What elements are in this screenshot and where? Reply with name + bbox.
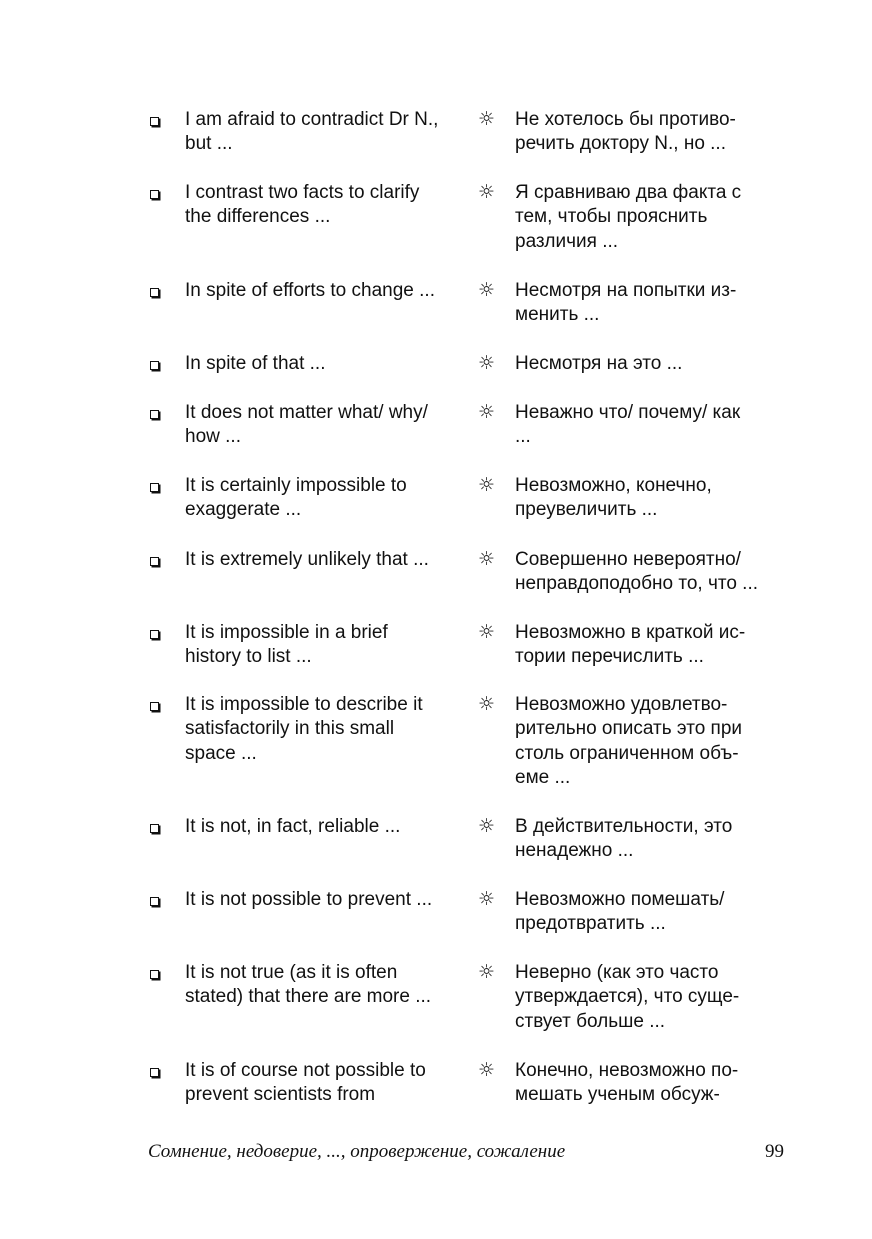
checkbox-bullet-icon [150,702,159,711]
russian-phrase: Несмотря на попытки из- менить ... [515,280,737,326]
english-phrase: I contrast two facts to clarify the differences ... [185,182,420,228]
sun-icon: ☼ [478,693,496,715]
russian-phrase: Совершенно невероятно/ неправдоподобно то, что ... [515,549,759,595]
checkbox-bullet-icon [150,483,159,492]
russian-phrase: Несмотря на это ... [515,353,683,374]
english-phrase: It is extremely unlikely that ... [185,549,429,570]
english-phrase: I am afraid to contradict Dr N., but ... [185,109,439,155]
english-phrase: In spite of efforts to change ... [185,280,435,301]
english-phrase: In spite of that ... [185,353,326,374]
english-phrase: It does not matter what/ why/ how ... [185,402,428,448]
english-phrase: It is not, in fact, reliable ... [185,816,401,837]
english-phrase: It is not possible to prevent ... [185,889,433,910]
sun-icon: ☼ [478,548,496,570]
checkbox-bullet-icon [150,557,159,566]
sun-icon: ☼ [478,621,496,643]
checkbox-bullet-icon [150,361,159,370]
sun-icon: ☼ [478,888,496,910]
english-phrase: It is of course not possible to prevent scientists from [185,1060,426,1106]
page-number: 99 [765,1141,784,1162]
sun-icon: ☼ [478,279,496,301]
english-phrase: It is certainly impossible to exaggerate ... [185,475,407,521]
sun-icon: ☼ [478,1059,496,1081]
page-footer [148,1141,788,1167]
russian-phrase: Конечно, невозможно по- мешать ученым обсуж- [515,1060,739,1106]
running-title: Сомнение, недоверие, ..., опровержение, сожаление [148,1141,566,1162]
sun-icon: ☼ [478,815,496,837]
checkbox-bullet-icon [150,630,159,639]
checkbox-bullet-icon [150,824,159,833]
sun-icon: ☼ [478,352,496,374]
russian-phrase: В действительности, это ненадежно ... [515,816,733,862]
russian-phrase: Невозможно помешать/ предотвратить ... [515,889,725,935]
sun-icon: ☼ [478,181,496,203]
checkbox-bullet-icon [150,190,159,199]
english-phrase: It is not true (as it is often stated) that there are more ... [185,962,432,1008]
checkbox-bullet-icon [150,288,159,297]
russian-phrase: Я сравниваю два факта с тем, чтобы прояснить различия ... [515,182,742,252]
russian-phrase: Неважно что/ почему/ как ... [515,402,741,448]
russian-phrase: Неверно (как это часто утверждается), что суще- ствует больше ... [515,962,740,1032]
checkbox-bullet-icon [150,117,159,126]
checkbox-bullet-icon [150,970,159,979]
sun-icon: ☼ [478,108,496,130]
checkbox-bullet-icon [150,897,159,906]
sun-icon: ☼ [478,401,496,423]
checkbox-bullet-icon [150,1068,159,1077]
russian-phrase: Не хотелось бы противо- речить доктору N., но ... [515,109,736,155]
sun-icon: ☼ [478,961,496,983]
sun-icon: ☼ [478,474,496,496]
russian-phrase: Невозможно в краткой ис- тории перечислить ... [515,622,746,668]
checkbox-bullet-icon [150,410,159,419]
english-phrase: It is impossible to describe it satisfactorily in this small space ... [185,694,423,764]
russian-phrase: Невозможно удовлетво- рительно описать это при столь ограниченном объ- еме ... [515,694,743,789]
russian-phrase: Невозможно, конечно, преувеличить ... [515,475,712,521]
english-phrase: It is impossible in a brief history to list ... [185,622,388,668]
